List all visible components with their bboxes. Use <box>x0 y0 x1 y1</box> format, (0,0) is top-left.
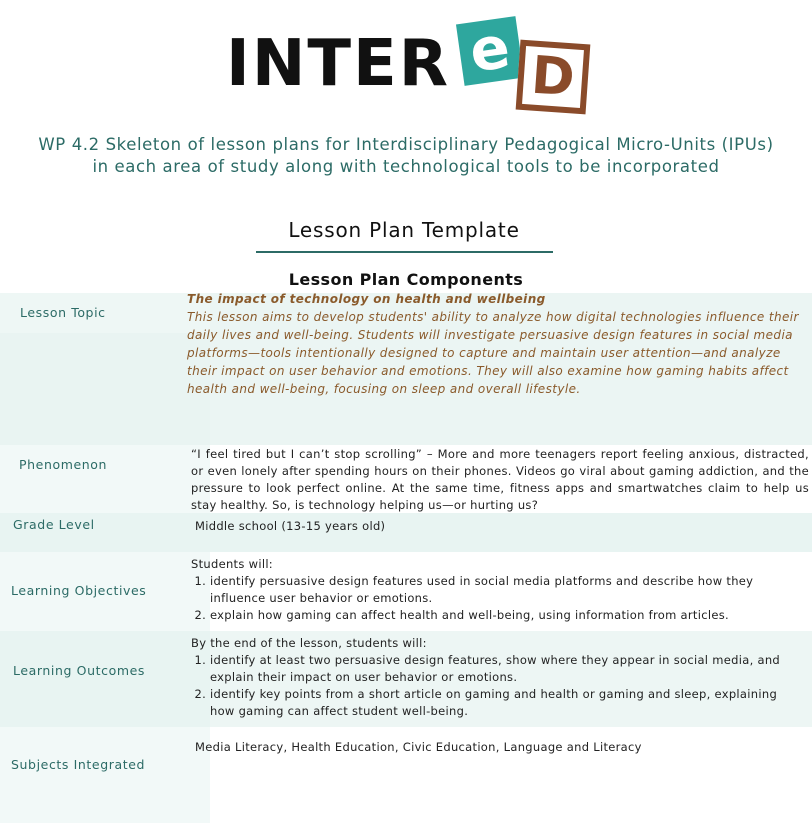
subjects-integrated-label-cell <box>0 727 210 823</box>
list-item: 2. explain how gaming can affect health and well-being, using information from articles. <box>210 607 791 624</box>
list-item: 1. identify persuasive design features used in social media platforms and describe how they influence user behavior or emotions. <box>210 573 791 607</box>
row-lesson-topic <box>0 293 812 445</box>
lesson-topic-body: This lesson aims to develop students' ability to analyze how digital technologies influence their daily lives and well-being. Students will investigate persuasive design features in social media platforms—tools intentionally designed to capture and maintain user attention—and analyze their impact on user behavior and emotions. They will also examine how gaming habits affect health and well-being, focusing on sleep and overall lifestyle. <box>187 310 799 396</box>
learning-objectives-list <box>191 573 791 624</box>
logo-d-tile: D <box>516 40 591 115</box>
phenomenon-body: “I feel tired but I can’t stop scrolling” – More and more teenagers report feeling anxious, distracted, or even lonely after spending hours on their phones. Videos go viral about gaming addiction, and the pressure to look perfect online. At the same time, fitness apps and smartwatches claim to help us stay healthy. So, is technology helping us—or hurting us? <box>191 447 809 512</box>
list-item: 2. identify key points from a short article on gaming and health or gaming and sleep, explaining how gaming can affect student well-being. <box>210 686 791 720</box>
lesson-topic-label-cell <box>0 293 210 445</box>
lesson-topic-label: Lesson Topic <box>20 305 106 320</box>
list-item: 1. identify at least two persuasive design features, show where they appear in social media, and explain their impact on user behavior or emotions. <box>210 652 791 686</box>
lesson-topic-content <box>187 290 807 398</box>
grade-level-label-cell <box>0 513 210 552</box>
row-learning-outcomes <box>0 631 812 727</box>
learning-outcomes-content <box>191 635 791 720</box>
row-subjects-integrated <box>0 727 812 823</box>
subjects-integrated-label: Subjects Integrated <box>11 757 146 772</box>
grade-level-label: Grade Level <box>13 517 95 532</box>
logo-wordmark: INTER <box>226 27 451 101</box>
row-learning-objectives <box>0 552 812 631</box>
phenomenon-label: Phenomenon <box>19 457 108 472</box>
learning-objectives-intro: Students will: <box>191 557 273 571</box>
template-title: Lesson Plan Template <box>288 218 520 242</box>
phenomenon-label-cell <box>0 445 210 513</box>
components-title: Lesson Plan Components <box>288 270 524 289</box>
learning-outcomes-label: Learning Outcomes <box>13 663 146 678</box>
title-underline <box>256 251 553 253</box>
grade-level-body: Middle school (13-15 years old) <box>195 519 386 533</box>
learning-objectives-label: Learning Objectives <box>11 583 147 598</box>
lesson-topic-heading: The impact of technology on health and wellbeing <box>187 292 546 306</box>
learning-outcomes-list <box>191 652 791 720</box>
learning-outcomes-intro: By the end of the lesson, students will: <box>191 636 427 650</box>
row-phenomenon <box>0 445 812 513</box>
logo-e-tile: e <box>456 16 524 86</box>
learning-objectives-content <box>191 556 791 624</box>
subjects-integrated-body: Media Literacy, Health Education, Civic Education, Language and Literacy <box>195 740 642 754</box>
intered-logo <box>226 12 586 109</box>
learning-objectives-label-cell <box>0 552 210 631</box>
learning-outcomes-label-cell <box>0 631 210 727</box>
row-grade-level <box>0 513 812 552</box>
work-package-title: WP 4.2 Skeleton of lesson plans for Interdisciplinary Pedagogical Micro-Units (IPUs) in each area of study along with technological tools to be incorporated <box>38 135 774 176</box>
